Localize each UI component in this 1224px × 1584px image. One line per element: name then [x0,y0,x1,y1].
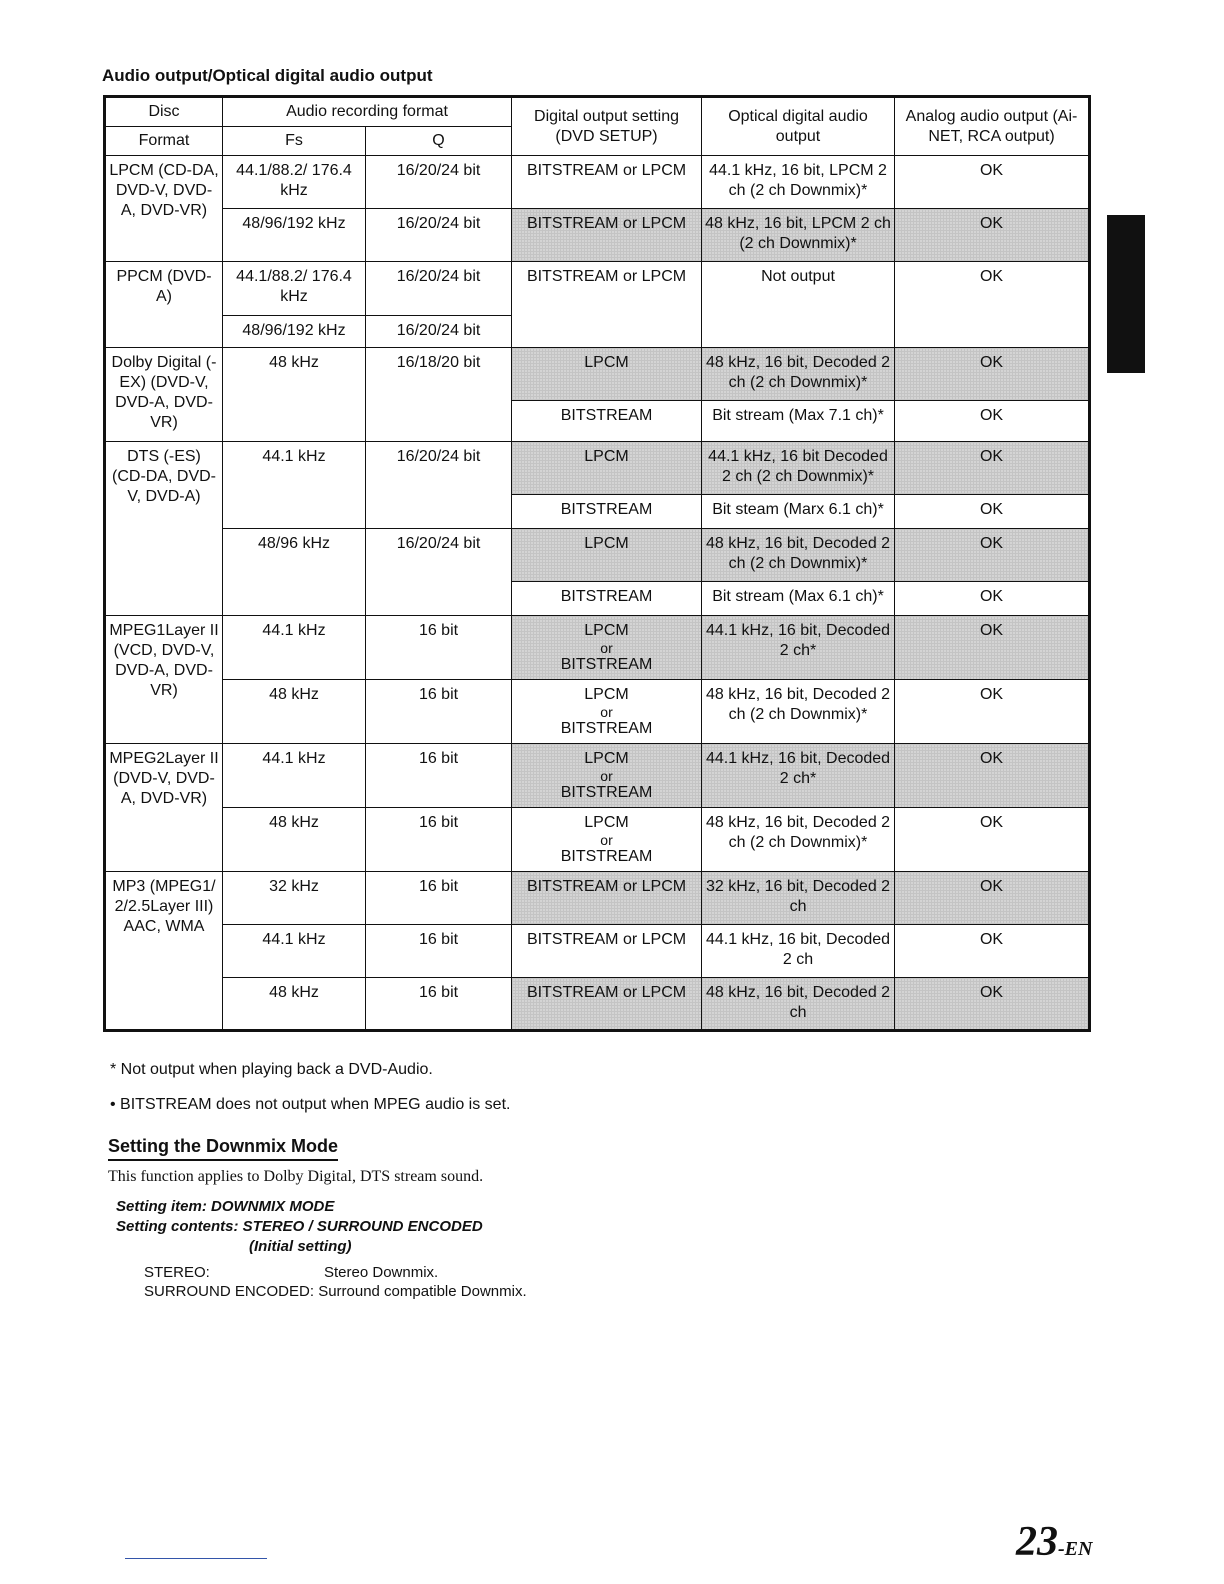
format-mpeg2-layer2: MPEG2Layer II (DVD-V, DVD-A, DVD-VR) [105,744,223,872]
cell-analog: OK [895,262,1090,348]
cell-fs: 44.1 kHz [223,616,366,680]
cell-setting [512,744,702,808]
table-row [105,872,1090,925]
table-row [105,744,1090,808]
cell-analog: OK [895,744,1090,808]
table-row [105,529,1090,582]
setting-bitstream: BITSTREAM [560,848,653,865]
table-row [105,209,1090,262]
table-row [105,262,1090,316]
cell-q: 16/20/24 bit [366,156,512,209]
cell-optical: 48 kHz, 16 bit, Decoded 2 ch (2 ch Downmix)* [702,680,895,744]
cell-setting: BITSTREAM or LPCM [512,209,702,262]
cell-q: 16/20/24 bit [366,209,512,262]
cell-setting: BITSTREAM or LPCM [512,872,702,925]
cell-fs: 48/96/192 kHz [223,209,366,262]
setting-or: or [600,704,613,720]
cell-q: 16 bit [366,872,512,925]
footnote-bitstream: • BITSTREAM does not output when MPEG audio is set. [110,1096,511,1113]
option-surround-key: SURROUND ENCODED: [144,1283,315,1300]
format-dts: DTS (-ES) (CD-DA, DVD-V, DVD-A) [105,442,223,616]
cell-analog: OK [895,616,1090,680]
header-digital-output-setting: Digital output setting (DVD SETUP) [512,97,702,156]
cell-setting: BITSTREAM [512,582,702,616]
section-title: Setting the Downmix Mode [108,1136,338,1161]
cell-optical: 48 kHz, 16 bit, Decoded 2 ch [702,978,895,1031]
format-dolby-digital: Dolby Digital (-EX) (DVD-V, DVD-A, DVD-VR) [105,348,223,442]
setting-bitstream: BITSTREAM [560,656,653,673]
table-row [105,156,1090,209]
cell-analog: OK [895,872,1090,925]
cell-setting [512,680,702,744]
cell-analog: OK [895,401,1090,442]
option-stereo-value: Stereo Downmix. [324,1264,439,1281]
table-row [105,442,1090,495]
cell-setting: BITSTREAM or LPCM [512,978,702,1031]
cell-fs: 48 kHz [223,680,366,744]
table-row [105,616,1090,680]
cell-optical: 44.1 kHz, 16 bit, Decoded 2 ch* [702,616,895,680]
option-surround-encoded [144,1283,527,1300]
footnote-dvd-audio: * Not output when playing back a DVD-Audio. [110,1061,433,1078]
page-title: Audio output/Optical digital audio output [102,66,433,85]
header-analog-audio-output: Analog audio output (Ai-NET, RCA output) [895,97,1090,156]
header-disc: Disc [105,97,223,127]
cell-optical: Bit stream (Max 7.1 ch)* [702,401,895,442]
cell-setting: BITSTREAM [512,401,702,442]
cell-optical: Bit steam (Marx 6.1 ch)* [702,495,895,529]
cell-setting: BITSTREAM or LPCM [512,925,702,978]
cell-fs: 44.1/88.2/ 176.4 kHz [223,262,366,316]
table-row [105,680,1090,744]
setting-or: or [600,640,613,656]
page-number-value: 23 [1016,1519,1058,1565]
cell-fs: 32 kHz [223,872,366,925]
cell-q: 16 bit [366,680,512,744]
option-stereo-key: STEREO: [144,1264,210,1281]
cell-optical: 48 kHz, 16 bit, Decoded 2 ch (2 ch Downmix)* [702,529,895,582]
setting-item: Setting item: DOWNMIX MODE [116,1198,335,1215]
cell-optical: 44.1 kHz, 16 bit, LPCM 2 ch (2 ch Downmix)* [702,156,895,209]
cell-fs: 48 kHz [223,348,366,442]
cell-analog: OK [895,978,1090,1031]
header-q: Q [366,127,512,156]
format-lpcm: LPCM (CD-DA, DVD-V, DVD-A, DVD-VR) [105,156,223,262]
header-audio-recording-format: Audio recording format [223,97,512,127]
setting-bitstream: BITSTREAM [560,784,653,801]
initial-setting-note: (Initial setting) [249,1238,352,1255]
cell-fs: 48 kHz [223,978,366,1031]
setting-contents: Setting contents: STEREO / SURROUND ENCODED [116,1218,483,1235]
cell-q: 16 bit [366,616,512,680]
cell-fs: 44.1 kHz [223,925,366,978]
cell-optical: 44.1 kHz, 16 bit, Decoded 2 ch [702,925,895,978]
cell-fs: 48 kHz [223,808,366,872]
setting-lpcm: LPCM [584,750,629,767]
audio-output-table [103,95,1091,1032]
cell-fs: 44.1 kHz [223,442,366,529]
table-row [105,808,1090,872]
setting-lpcm: LPCM [584,686,629,703]
bottom-rule [125,1558,267,1559]
setting-lpcm: LPCM [584,622,629,639]
cell-analog: OK [895,209,1090,262]
cell-setting: LPCM [512,442,702,495]
page-number [1016,1518,1092,1566]
cell-setting [512,616,702,680]
page-language-suffix: -EN [1058,1538,1093,1560]
cell-fs: 48/96/192 kHz [223,316,366,348]
cell-q: 16 bit [366,744,512,808]
format-mp3-aac-wma: MP3 (MPEG1/ 2/2.5Layer III) AAC, WMA [105,872,223,1031]
cell-setting: BITSTREAM or LPCM [512,262,702,348]
cell-analog: OK [895,529,1090,582]
header-optical-digital-audio-output: Optical digital audio output [702,97,895,156]
cell-analog: OK [895,348,1090,401]
cell-q: 16/18/20 bit [366,348,512,442]
table-row [105,925,1090,978]
cell-optical: 48 kHz, 16 bit, LPCM 2 ch (2 ch Downmix)* [702,209,895,262]
cell-fs: 44.1 kHz [223,744,366,808]
header-format: Format [105,127,223,156]
cell-optical: 32 kHz, 16 bit, Decoded 2 ch [702,872,895,925]
cell-analog: OK [895,442,1090,495]
option-surround-value: Surround compatible Downmix. [318,1283,527,1300]
setting-lpcm: LPCM [584,814,629,831]
cell-analog: OK [895,156,1090,209]
setting-or: or [600,832,613,848]
cell-analog: OK [895,582,1090,616]
cell-fs: 44.1/88.2/ 176.4 kHz [223,156,366,209]
table-row [105,978,1090,1031]
format-mpeg1-layer2: MPEG1Layer II (VCD, DVD-V, DVD-A, DVD-VR) [105,616,223,744]
cell-optical: 48 kHz, 16 bit, Decoded 2 ch (2 ch Downmix)* [702,808,895,872]
cell-optical: Not output [702,262,895,348]
cell-q: 16 bit [366,925,512,978]
option-stereo [144,1264,438,1281]
cell-q: 16/20/24 bit [366,262,512,316]
cell-setting: BITSTREAM or LPCM [512,156,702,209]
format-ppcm: PPCM (DVD-A) [105,262,223,348]
cell-setting [512,808,702,872]
table-row [105,348,1090,401]
cell-optical: 44.1 kHz, 16 bit, Decoded 2 ch* [702,744,895,808]
cell-analog: OK [895,925,1090,978]
cell-fs: 48/96 kHz [223,529,366,616]
cell-setting: LPCM [512,529,702,582]
cell-optical: 48 kHz, 16 bit, Decoded 2 ch (2 ch Downmix)* [702,348,895,401]
section-description: This function applies to Dolby Digital, DTS stream sound. [108,1168,484,1185]
setting-bitstream: BITSTREAM [560,720,653,737]
cell-q: 16 bit [366,808,512,872]
cell-setting: LPCM [512,348,702,401]
cell-q: 16 bit [366,978,512,1031]
cell-optical: Bit stream (Max 6.1 ch)* [702,582,895,616]
section-tab-marker [1107,215,1145,373]
cell-setting: BITSTREAM [512,495,702,529]
setting-or: or [600,768,613,784]
cell-analog: OK [895,680,1090,744]
cell-q: 16/20/24 bit [366,529,512,616]
cell-q: 16/20/24 bit [366,442,512,529]
cell-analog: OK [895,495,1090,529]
cell-optical: 44.1 kHz, 16 bit Decoded 2 ch (2 ch Downmix)* [702,442,895,495]
header-fs: Fs [223,127,366,156]
cell-analog: OK [895,808,1090,872]
cell-q: 16/20/24 bit [366,316,512,348]
table-header-row [105,97,1090,127]
